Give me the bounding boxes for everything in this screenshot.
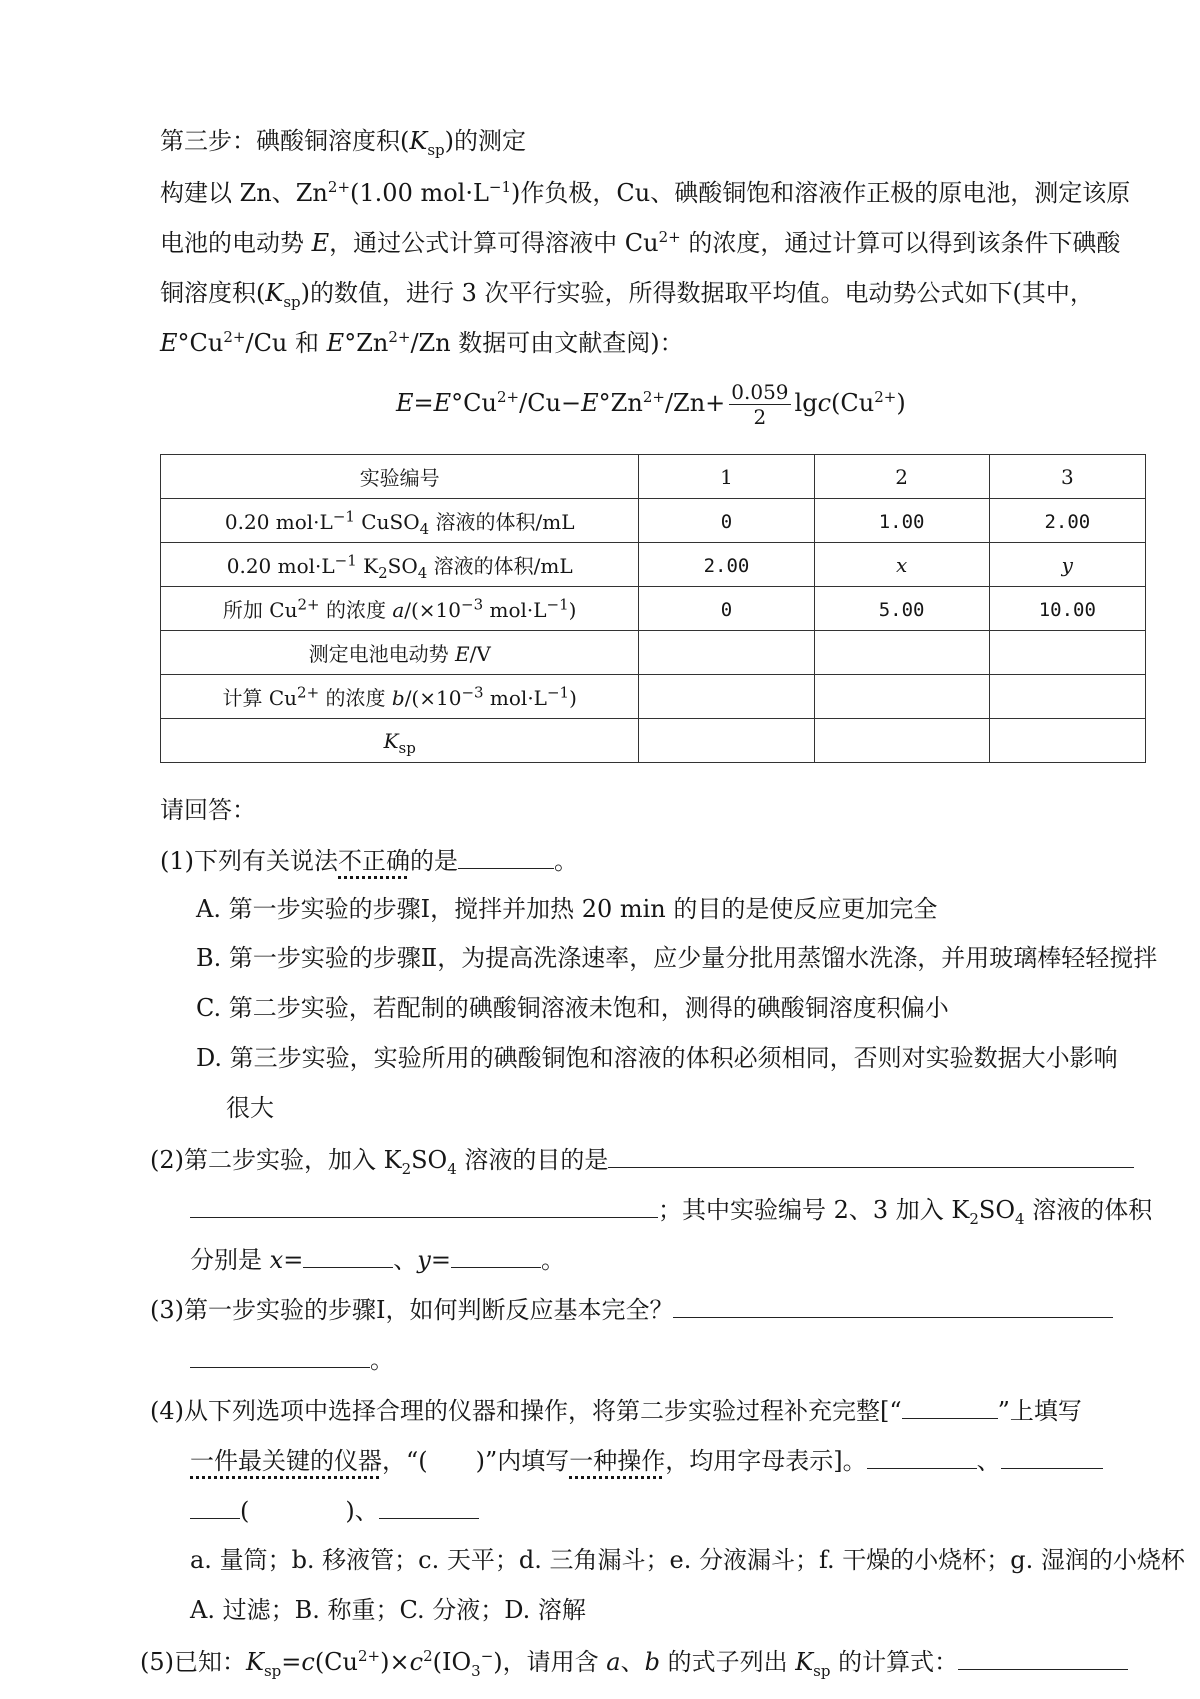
- experiment-table: [160, 454, 1146, 763]
- table-row: [161, 719, 1146, 763]
- emf-formula: $E=E^\circ Cu^{2+}/Cu-E^\circ Zn^{2+}/Zn+$ $\frac{0.059}{2}$ $\lg c(Cu^{2+})$: [396, 380, 906, 429]
- table-cell: y: [989, 543, 1145, 587]
- table-cell-empty: [989, 631, 1145, 675]
- table-cell: 2.00: [989, 499, 1145, 543]
- emphasis-not-correct: 不正确: [338, 847, 410, 875]
- row-label-k2so4-volume: 0.20 $mol\cdot L^{-1}$ $K_2SO_4$ 溶液的体积/mL: [161, 543, 639, 587]
- q4-instrument-options: a. 量筒；b. 移液管；c. 天平；d. 三角漏斗；e. 分液漏斗；f. 干燥的小烧杯；g. 湿润的小烧杯: [190, 1546, 1185, 1574]
- table-row: [161, 543, 1146, 587]
- row-label-calculated-cu-concentration: 计算 $Cu^{2+}$ 的浓度 $b/(\times 10^{-3}$ $mol\cdot L^{-1}$): [161, 675, 639, 719]
- q1-option-c: C. 第二步实验，若配制的碘酸铜溶液未饱和，测得的碘酸铜溶度积偏小: [196, 994, 949, 1022]
- emphasis-key-instrument: 一件最关键的仪器: [190, 1447, 382, 1475]
- q4-operation-options: A. 过滤；B. 称重；C. 分液；D. 溶解: [190, 1596, 586, 1624]
- table-cell: x: [814, 543, 989, 587]
- table-cell-empty: [639, 675, 814, 719]
- q1-option-a: A. 第一步实验的步骤Ⅰ，搅拌并加热 20 min 的目的是使反应更加完全: [196, 895, 938, 923]
- table-cell: 10.00: [989, 587, 1145, 631]
- table-cell: 2.00: [639, 543, 814, 587]
- answer-prompt: 请回答：: [160, 796, 256, 824]
- question-1: (1)下列有关说法不正确的是 。: [160, 842, 578, 878]
- answer-blank-q3[interactable]: [673, 1291, 1113, 1318]
- formula-fraction: $\frac{0.059}{2}$: [731, 380, 789, 429]
- answer-blank-q1[interactable]: [458, 842, 554, 869]
- table-cell-empty: [989, 675, 1145, 719]
- table-row: [161, 587, 1146, 631]
- q1-option-d-continued: 很大: [226, 1094, 274, 1122]
- answer-blank-q5[interactable]: [958, 1643, 1128, 1670]
- table-header-cell: 2: [814, 455, 989, 499]
- table-header-cell: 3: [989, 455, 1145, 499]
- answer-blank-x[interactable]: [303, 1241, 393, 1268]
- answer-blank-y[interactable]: [451, 1241, 541, 1268]
- table-cell-empty: [989, 719, 1145, 763]
- table-row: [161, 631, 1146, 675]
- table-cell: 0: [639, 587, 814, 631]
- q1-option-d: D. 第三步实验，实验所用的碘酸铜饱和溶液的体积必须相同，否则对实验数据大小影响: [196, 1044, 1118, 1072]
- table-cell-empty: [814, 631, 989, 675]
- table-header-cell: 实验编号: [161, 455, 639, 499]
- intro-line-2: 电池的电动势 E，通过公式计算可得溶液中 $Cu^{2+}$ 的浓度，通过计算可以得到该条件下碘酸: [160, 228, 1121, 257]
- table-header-cell: 1: [639, 455, 814, 499]
- answer-blank-q4-instrument-example: [902, 1392, 998, 1419]
- q1-option-b: B. 第一步实验的步骤Ⅱ，为提高洗涤速率，应少量分批用蒸馏水洗涤，并用玻璃棒轻轻搅拌: [196, 944, 1158, 972]
- question-4-line-2: 一件最关键的仪器，“( )”内填写一种操作，均用字母表示]。 、: [190, 1442, 1103, 1478]
- table-row: [161, 499, 1146, 543]
- row-label-ksp: $K_{sp}$: [161, 719, 639, 763]
- table-cell: 1.00: [814, 499, 989, 543]
- question-2: (2)第二步实验，加入 $K_2SO_4$ 溶液的目的是: [150, 1141, 1134, 1177]
- table-cell-empty: [639, 719, 814, 763]
- intro-line-1: 构建以 Zn、$Zn^{2+}(1.00$ $mol\cdot L^{-1}$)作负极，Cu、碘酸铜饱和溶液作正极的原电池，测定该原: [160, 178, 1131, 207]
- question-4: (4)从下列选项中选择合理的仪器和操作，将第二步实验过程补充完整[“ ”上填写: [150, 1392, 1082, 1428]
- intro-line-4: $E^\circ Cu^{2+}/Cu$ 和 $E^\circ Zn^{2+}/Zn$ 数据可由文献查阅)：: [160, 328, 684, 357]
- answer-blank-q2-purpose[interactable]: [608, 1141, 1134, 1168]
- table-cell-empty: [639, 631, 814, 675]
- answer-blank-q4-2[interactable]: [1001, 1442, 1103, 1469]
- question-2-line-3: 分别是 x= 、y= 。: [190, 1241, 565, 1277]
- answer-blank-q4-3[interactable]: [190, 1492, 240, 1519]
- table-cell: 5.00: [814, 587, 989, 631]
- answer-blank-q3-cont[interactable]: [190, 1341, 370, 1368]
- section-title: 第三步：碘酸铜溶度积$(K_{sp})$的测定: [160, 127, 526, 159]
- table-cell-empty: [814, 675, 989, 719]
- table-cell-empty: [814, 719, 989, 763]
- intro-line-3: 铜溶度积$(K_{sp})$的数值，进行 3 次平行实验，所得数据取平均值。电动势公式如下(其中，: [160, 279, 1094, 311]
- table-header-row: [161, 455, 1146, 499]
- emphasis-one-operation: 一种操作: [569, 1447, 666, 1475]
- table-cell: 0: [639, 499, 814, 543]
- question-3-line-2: 。: [190, 1341, 394, 1377]
- question-5: (5)已知：$K_{sp}=c(Cu^{2+})\times c^2(IO_3^-)$，请用含 a、b 的式子列出 $K_{sp}$ 的计算式：: [140, 1643, 1128, 1679]
- question-2-line-2: ；其中实验编号 2、3 加入 $K_2SO_4$ 溶液的体积: [190, 1191, 1152, 1227]
- row-label-added-cu-concentration: 所加 $Cu^{2+}$ 的浓度 $a/(\times 10^{-3}$ $mol\cdot L^{-1}$): [161, 587, 639, 631]
- table-row: [161, 675, 1146, 719]
- answer-blank-q2-purpose-cont[interactable]: [190, 1191, 658, 1218]
- question-3: (3)第一步实验的步骤Ⅰ，如何判断反应基本完全？: [150, 1291, 1113, 1327]
- answer-blank-q4-4[interactable]: [379, 1492, 479, 1519]
- answer-blank-q4-1[interactable]: [867, 1442, 977, 1469]
- question-4-line-3: ( )、: [190, 1492, 479, 1528]
- row-label-measured-emf: 测定电池电动势 E/V: [161, 631, 639, 675]
- row-label-cuso4-volume: 0.20 $mol\cdot L^{-1}$ CuSO$_4$ 溶液的体积/mL: [161, 499, 639, 543]
